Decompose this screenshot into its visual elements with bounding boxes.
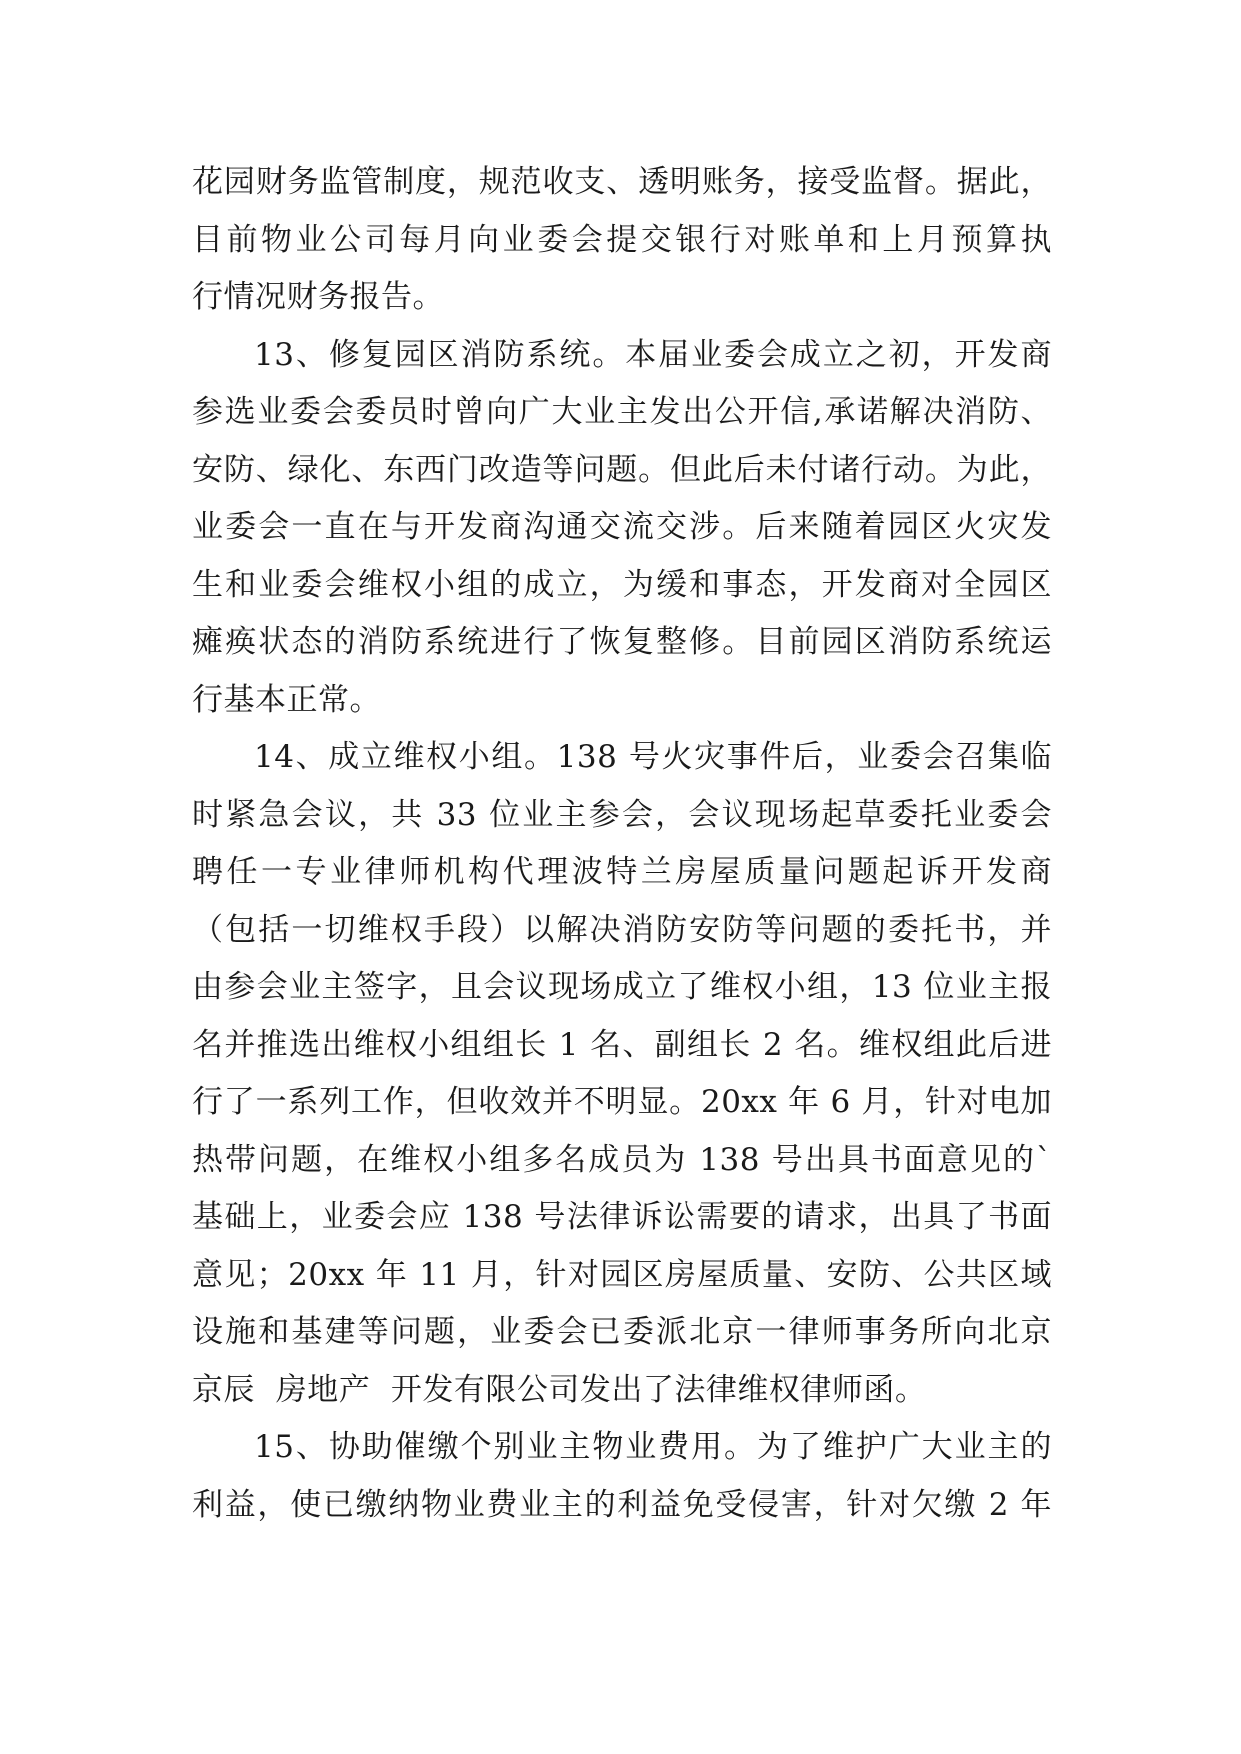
text-line: 业委会一直在与开发商沟通交流交涉。后来随着园区火灾发	[192, 509, 1052, 545]
text-line: 行了一系列工作，但收效并不明显。20xx 年 6 月，针对电加	[192, 1084, 1052, 1120]
text-line: 热带问题，在维权小组多名成员为 138 号出具书面意见的`	[192, 1141, 1052, 1178]
text-line: 利益，使已缴纳物业费业主的利益免受侵害，针对欠缴 2 年	[192, 1486, 1052, 1523]
text-line: 意见；20xx 年 11 月，针对园区房屋质量、安防、公共区域	[192, 1256, 1052, 1293]
text-line: 安防、绿化、东西门改造等问题。但此后未付诸行动。为此，	[192, 451, 1052, 488]
text-line: 生和业委会维权小组的成立，为缓和事态，开发商对全园区	[192, 566, 1052, 603]
text-line: 花园财务监管制度，规范收支、透明账务，接受监督。据此，	[192, 164, 1052, 200]
text-line: 瘫痪状态的消防系统进行了恢复整修。目前园区消防系统运	[192, 624, 1052, 660]
paragraph-first-line: 14、成立维权小组。138 号火灾事件后，业委会召集临	[254, 739, 1052, 775]
text-line: （包括一切维权手段）以解决消防安防等问题的委托书，并	[192, 911, 1052, 948]
text-line: 行基本正常。	[192, 681, 381, 718]
text-line: 聘任一专业律师机构代理波特兰房屋质量问题起诉开发商	[192, 854, 1052, 890]
text-line: 京辰 房地产 开发有限公司发出了法律维权律师函。	[192, 1371, 927, 1408]
text-line: 参选业委会委员时曾向广大业主发出公开信,承诺解决消防、	[192, 394, 1052, 430]
document-body	[192, 154, 1052, 1534]
paragraph-first-line: 13、修复园区消防系统。本届业委会成立之初，开发商	[254, 336, 1052, 373]
text-line: 行情况财务报告。	[192, 279, 444, 315]
text-line: 目前物业公司每月向业委会提交银行对账单和上月预算执	[192, 221, 1052, 258]
paragraph-first-line: 15、协助催缴个别业主物业费用。为了维护广大业主的	[254, 1429, 1052, 1465]
text-line: 由参会业主签字，且会议现场成立了维权小组，13 位业主报	[192, 969, 1052, 1005]
text-line: 设施和基建等问题，业委会已委派北京一律师事务所向北京	[192, 1314, 1052, 1350]
text-line: 基础上，业委会应 138 号法律诉讼需要的请求，出具了书面	[192, 1199, 1052, 1235]
text-line: 名并推选出维权小组组长 1 名、副组长 2 名。维权组此后进	[192, 1026, 1052, 1063]
text-line: 时紧急会议，共 33 位业主参会，会议现场起草委托业委会	[192, 796, 1052, 833]
